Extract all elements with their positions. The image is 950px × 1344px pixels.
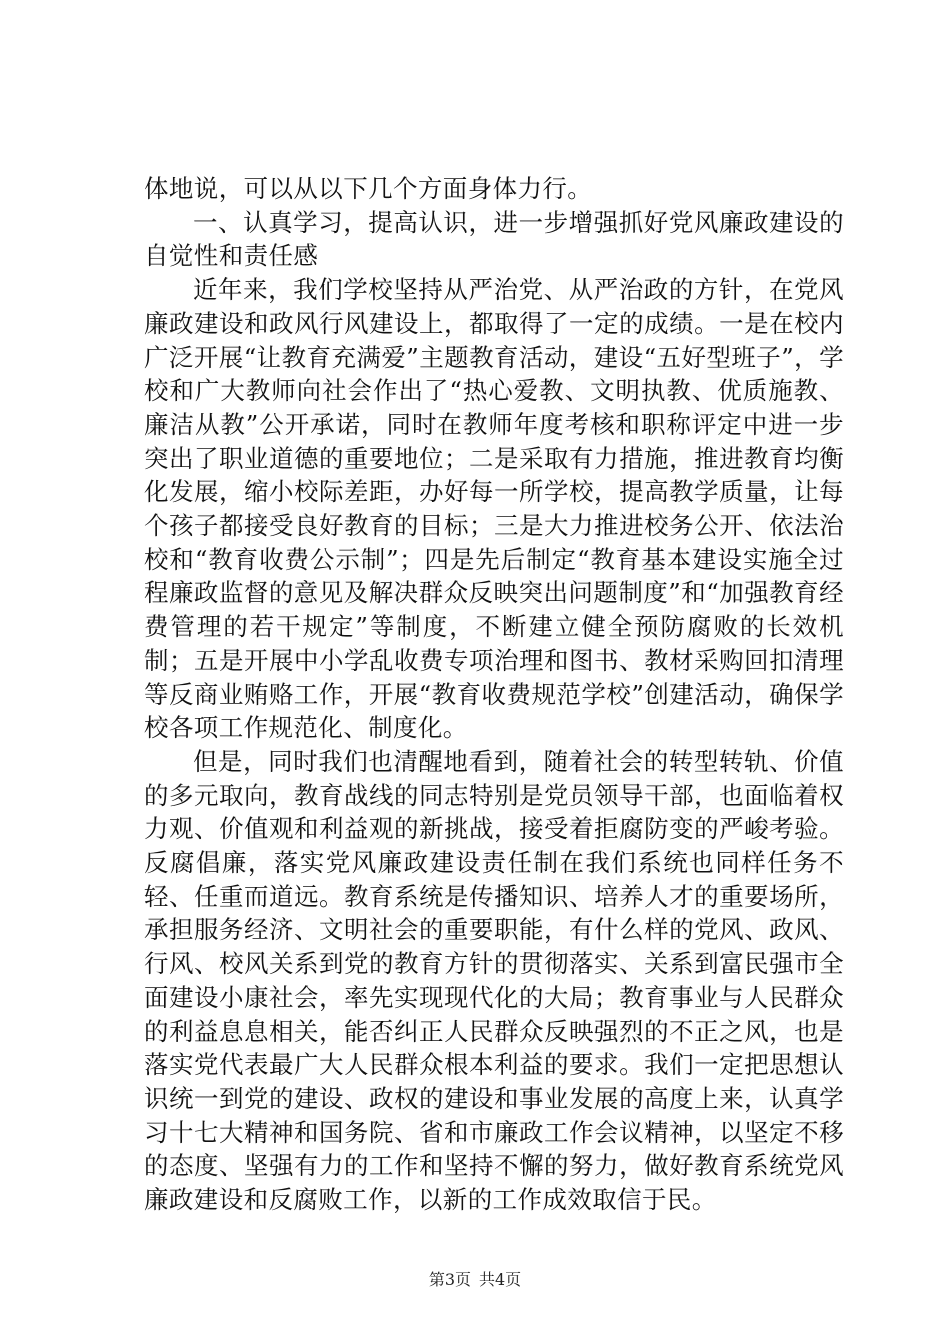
page-number: 第3页 bbox=[428, 1270, 471, 1289]
page-footer bbox=[0, 1270, 950, 1290]
paragraph-achievements: 近年来，我们学校坚持从严治党、从严治政的方针，在党风廉政建设和政风行风建设上，都取得了一定的成绩。一是在校内广泛开展“让教育充满爱”主题教育活动，建设“五好型班子”，学校和广大教师向社会作出了“热心爱教、文明执教、优质施教、廉洁从教”公开承诺，同时在教师年度考核和职称评定中进一步突出了职业道德的重要地位；二是采取有力措施，推进教育均衡化发展，缩小校际差距，办好每一所学校，提高教学质量，让每个孩子都接受良好教育的目标；三是大力推进校务公开、依法治校和“教育收费公示制”；四是先后制定“教育基本建设实施全过程廉政监督的意见及解决群众反映突出问题制度”和“加强教育经费管理的若干规定”等制度，不断建立健全预防腐败的长效机制；五是开展中小学乱收费专项治理和图书、教材采购回扣清理等反商业贿赂工作，开展“教育收费规范学校”创建活动，确保学校各项工作规范化、制度化。 bbox=[144, 275, 844, 743]
document-body bbox=[144, 172, 844, 1217]
page-total: 共4页 bbox=[479, 1270, 522, 1289]
paragraph-continuation: 体地说，可以从以下几个方面身体力行。 bbox=[144, 174, 593, 203]
section-heading: 一、认真学习，提高认识，进一步增强抓好党风廉政建设的自觉性和责任感 bbox=[144, 207, 844, 271]
paragraph-challenges: 但是，同时我们也清醒地看到，随着社会的转型转轨、价值的多元取向，教育战线的同志特别是党员领导干部，也面临着权力观、价值观和利益观的新挑战，接受着拒腐防变的严峻考验。反腐倡廉，落实党风廉政建设责任制在我们系统也同样任务不轻、任重而道远。教育系统是传播知识、培养人才的重要场所，承担服务经济、文明社会的重要职能，有什么样的党风、政风、行风、校风关系到党的教育方针的贯彻落实、关系到富民强市全面建设小康社会，率先实现现代化的大局；教育事业与人民群众的利益息息相关，能否纠正人民群众反映强烈的不正之风，也是落实党代表最广大人民群众根本利益的要求。我们一定把思想认识统一到党的建设、政权的建设和事业发展的高度上来，认真学习十七大精神和国务院、省和市廉政工作会议精神，以坚定不移的态度、坚强有力的工作和坚持不懈的努力，做好教育系统党风廉政建设和反腐败工作，以新的工作成效取信于民。 bbox=[144, 746, 844, 1215]
